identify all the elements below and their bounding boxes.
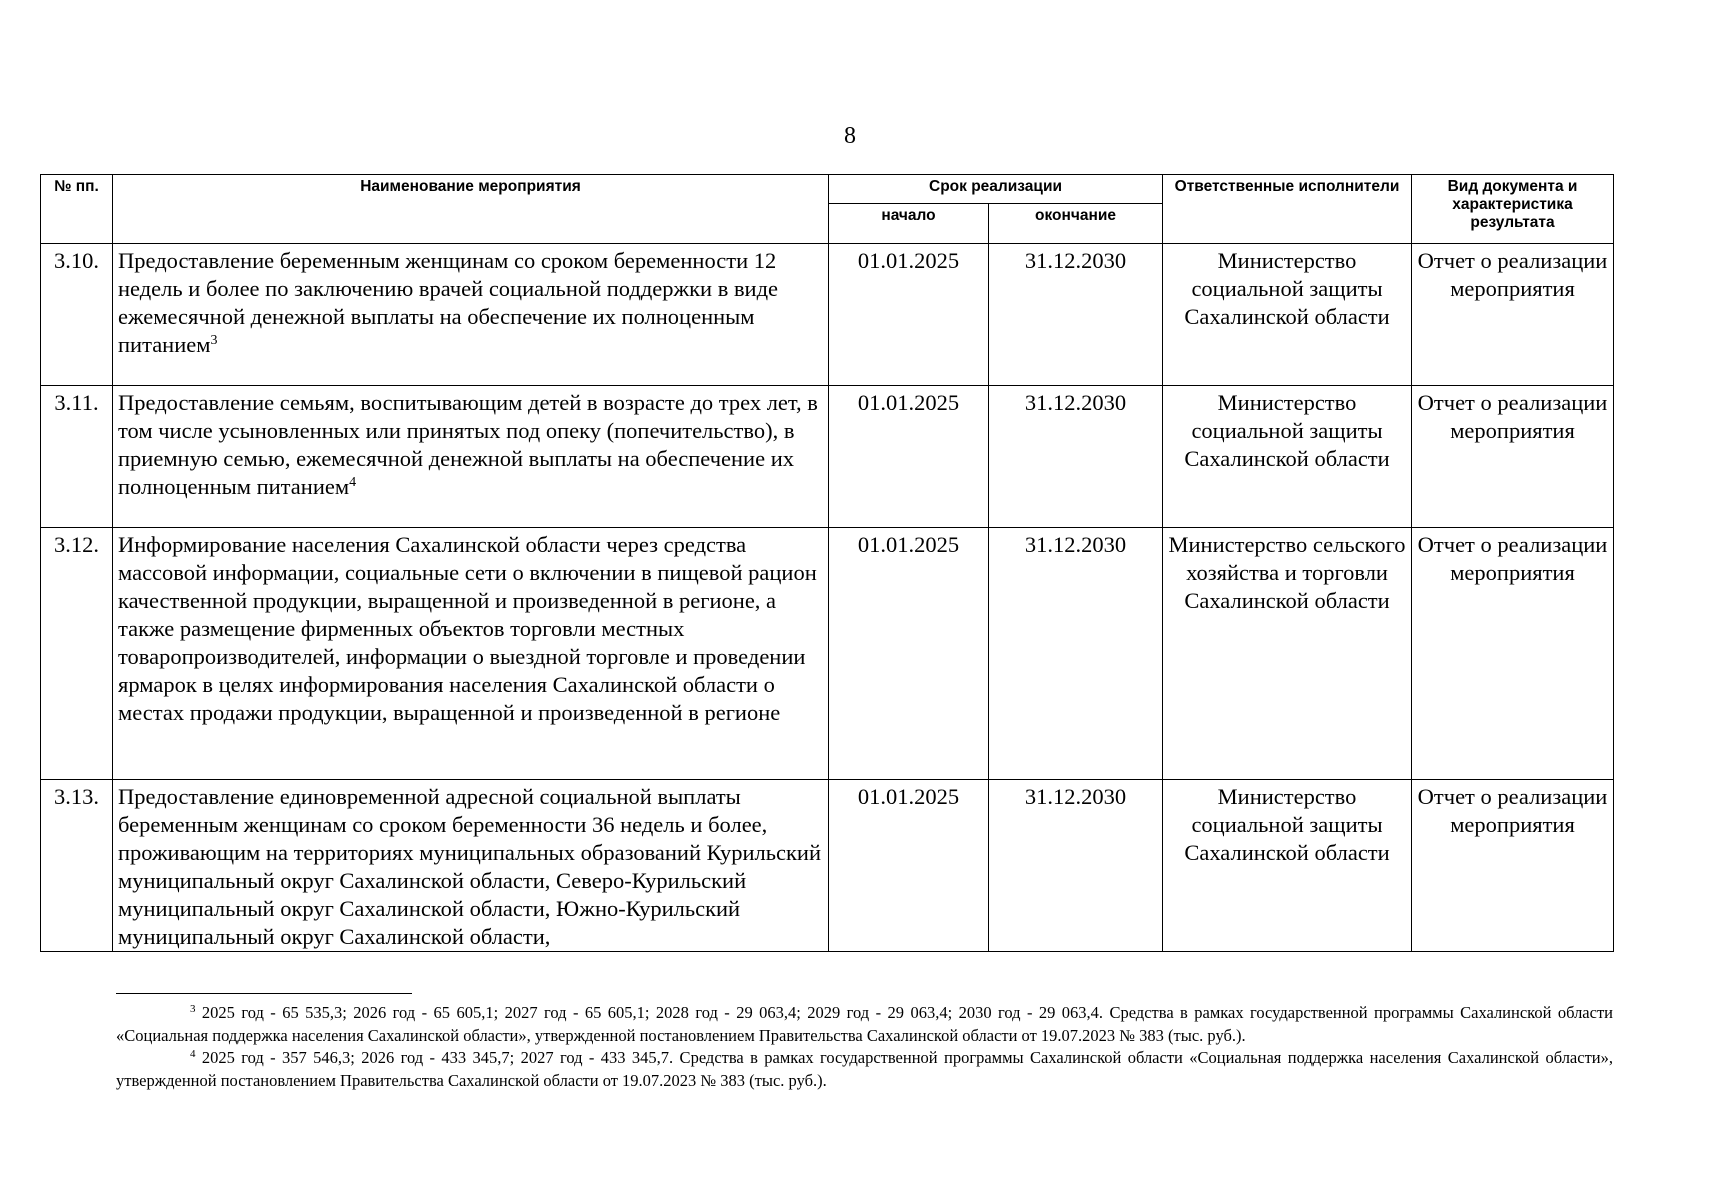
table-row xyxy=(41,244,1614,386)
header-measure-name: Наименование мероприятия xyxy=(113,175,829,244)
table-row xyxy=(41,780,1614,952)
footnote-mark: 3 xyxy=(190,1003,196,1015)
header-executors: Ответственные исполнители xyxy=(1163,175,1412,244)
measure-name-text: Предоставление семьям, воспитывающим детей в возрасте до трех лет, в том числе усыновленных или принятых под опеку (попечительство), в приемную семью, ежемесячной денежной выплаты на обеспечение их полноценным питанием xyxy=(118,390,818,499)
start-date: 01.01.2025 xyxy=(829,528,989,780)
header-start: начало xyxy=(829,204,989,244)
measure-name xyxy=(113,780,829,952)
row-number: 3.10. xyxy=(41,244,113,386)
page-number: 8 xyxy=(844,123,856,149)
footnote xyxy=(116,1047,1613,1092)
executor: Министерство социальной защиты Сахалинской области xyxy=(1163,780,1412,952)
header-number: № пп. xyxy=(41,175,113,244)
measure-name-text: Информирование населения Сахалинской области через средства массовой информации, социальные сети о включении в пищевой рацион качественной продукции, выращенной и произведенной в регионе, а также размещение фирменных объектов торговли местных товаропроизводителей, информации о выездной торговле и проведении ярмарок в целях информирования населения Сахалинской области о местах продажи продукции, выращенной и произведенной в регионе xyxy=(118,532,817,725)
measure-name-text: Предоставление единовременной адресной социальной выплаты беременным женщинам со сроком беременности 36 недель и более, проживающим на территориях муниципальных образований Курильский муниципальный округ Сахалинской области, Северо-Курильский муниципальный округ Сахалинской области, Южно-Курильский муниципальный округ Сахалинской области, xyxy=(118,784,821,949)
measure-name-text: Предоставление беременным женщинам со сроком беременности 12 недель и более по заключению врачей социальной поддержки в виде ежемесячной денежной выплаты на обеспечение их полноценным питанием xyxy=(118,248,779,357)
executor: Министерство сельского хозяйства и торговли Сахалинской области xyxy=(1163,528,1412,780)
result-document: Отчет о реализации мероприятия xyxy=(1412,780,1614,952)
end-date: 31.12.2030 xyxy=(989,528,1163,780)
footnote-mark: 4 xyxy=(190,1048,196,1060)
table-row xyxy=(41,528,1614,780)
row-number: 3.12. xyxy=(41,528,113,780)
result-document: Отчет о реализации мероприятия xyxy=(1412,386,1614,528)
footnote-ref: 4 xyxy=(349,475,357,490)
start-date: 01.01.2025 xyxy=(829,780,989,952)
result-document: Отчет о реализации мероприятия xyxy=(1412,244,1614,386)
header-document: Вид документа и характеристика результата xyxy=(1412,175,1614,244)
end-date: 31.12.2030 xyxy=(989,780,1163,952)
measure-name xyxy=(113,528,829,780)
footnote xyxy=(116,1002,1613,1047)
row-number: 3.11. xyxy=(41,386,113,528)
measure-name xyxy=(113,244,829,386)
end-date: 31.12.2030 xyxy=(989,244,1163,386)
executor: Министерство социальной защиты Сахалинской области xyxy=(1163,244,1412,386)
footnote-ref: 3 xyxy=(210,333,218,348)
footnotes xyxy=(116,1002,1613,1092)
start-date: 01.01.2025 xyxy=(829,386,989,528)
table-row xyxy=(41,386,1614,528)
footnote-separator xyxy=(116,993,412,994)
start-date: 01.01.2025 xyxy=(829,244,989,386)
measure-name xyxy=(113,386,829,528)
executor: Министерство социальной защиты Сахалинской области xyxy=(1163,386,1412,528)
footnote-text: 2025 год - 65 535,3; 2026 год - 65 605,1; 2027 год - 65 605,1; 2028 год - 29 063,4; 2029 год - 29 063,4; 2030 год - 29 063,4. Средства в рамках государственной программы Сахалинской области «Социальная поддержка населения Сахалинской области», утвержденной постановлением Правительства Сахалинской области от 19.07.2023 № 383 (тыс. руб.). xyxy=(116,1003,1613,1045)
footnote-text: 2025 год - 357 546,3; 2026 год - 433 345,7; 2027 год - 433 345,7. Средства в рамках государственной программы Сахалинской области «Социальная поддержка населения Сахалинской области», утвержденной постановлением Правительства Сахалинской области от 19.07.2023 № 383 (тыс. руб.). xyxy=(116,1048,1613,1090)
header-end: окончание xyxy=(989,204,1163,244)
header-period: Срок реализации xyxy=(829,175,1163,204)
end-date: 31.12.2030 xyxy=(989,386,1163,528)
result-document: Отчет о реализации мероприятия xyxy=(1412,528,1614,780)
measures-table xyxy=(40,174,1614,952)
row-number: 3.13. xyxy=(41,780,113,952)
